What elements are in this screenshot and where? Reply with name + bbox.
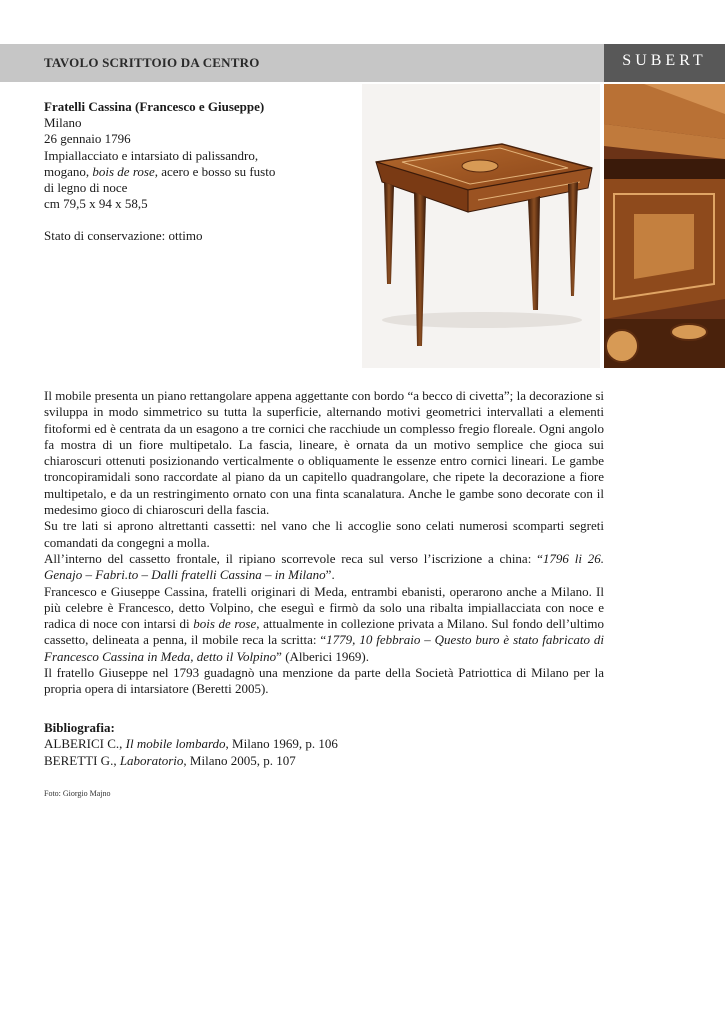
italic-run: bois de rose: [193, 616, 257, 632]
text-run: All’interno del cassetto frontale, il ripiano scorrevole reca sul verso l’iscrizione a china: “: [44, 550, 543, 566]
bibliography-heading: Bibliografia:: [44, 720, 115, 735]
bibliography-entry: [44, 753, 604, 769]
text-run: ” (Alberici 1969).: [276, 648, 369, 664]
page-title: TAVOLO SCRITTOIO DA CENTRO: [44, 55, 260, 70]
table-photo: [362, 84, 600, 368]
text-run: Francesco e Giuseppe Cassina, fratelli originari di Meda, entrambi ebanisti, operarono anche a Milano. Il più celebre è Francesco, detto Volpino, che eseguì e firmò da solo una ribalta impiallacciata con noce e radica di noce con intarsi di: [44, 583, 604, 632]
materials-line-3: di legno di noce: [44, 180, 128, 196]
paragraph: Il fratello Giuseppe nel 1793 guadagnò una menzione da parte della Società Patriottica di Milano per la propria opera di intarsiatore (Beretti 2005).: [44, 665, 604, 697]
inscription-italic: 1779, 10 febbraio – Questo buro è stato fabricato di Francesco Cassina in Meda, detto il Volpino: [44, 632, 604, 664]
place: Milano: [44, 115, 82, 131]
text-run: , Milano 1969, p. 106: [225, 736, 338, 752]
materials-italic: bois de rose: [92, 163, 155, 179]
paragraph: [44, 551, 604, 584]
materials-text: , acero e bosso su fusto: [154, 163, 276, 179]
table-illustration: [362, 84, 600, 368]
object-info: [44, 99, 344, 245]
bibliography: [44, 720, 604, 769]
marquetry-illustration: [604, 84, 725, 368]
book-title: Il mobile lombardo: [125, 736, 226, 752]
materials-text: mogano,: [44, 163, 93, 179]
text-run: ALBERICI C.,: [44, 736, 126, 752]
paragraph: Il mobile presenta un piano rettangolare appena aggettante con bordo “a becco di civetta”; la decorazione si sviluppa in modo simmetrico su tutta la superficie, alternando motivi geometrici intervallati a elementi fitoformi ed è centrata da un esagono a tre cornici che racchiude un complesso fregio floreale. Ogni angolo fa mostra di un fiore multipetalo. La fascia, lineare, è ornata da un motivo semplice che gioca sui chiaroscuri ottenuti posizionando verticalmente o obliquamente le essenze entro cornici lineari. Le gambe troncopiramidali sono raccordate al piano da un capitello quadrangolare, che ripete la decorazione a fiore multipetalo, e da un restringimento ornato con una finta scanalatura. Anche le gambe sono decorate con il medesimo gioco di chiaroscuri della fascia.: [44, 388, 604, 518]
photo-credit: Foto: Giorgio Majno: [44, 789, 111, 798]
condition: Stato di conservazione: ottimo: [44, 228, 203, 244]
marquetry-detail-photo: [604, 84, 725, 368]
text-run: , attualmente in collezione privata a Milano. Sul fondo dell’ultimo cassetto, delineata a penna, il mobile reca la scritta: “: [44, 616, 604, 648]
dimensions: cm 79,5 x 94 x 58,5: [44, 196, 148, 212]
description-body: [44, 388, 604, 698]
maker-name: Fratelli Cassina (Francesco e Giuseppe): [44, 99, 265, 114]
paragraph: Su tre lati si aprono altrettanti cassetti: nel vano che li accoglie sono celati numerosi scomparti segreti comandati da congegni a molla.: [44, 518, 604, 550]
inscription-italic: 1796 li 26. Genajo – Fabri.to – Dalli fratelli Cassina – in Milano: [44, 550, 604, 583]
materials-line-1: Impiallacciato e intarsiato di palissandro,: [44, 147, 259, 163]
materials-line-2: [44, 164, 344, 180]
text-run: ”.: [325, 567, 335, 583]
date: 26 gennaio 1796: [44, 131, 131, 147]
text-run: BERETTI G.,: [44, 752, 120, 768]
book-title: Laboratorio: [119, 752, 184, 768]
paragraph: [44, 584, 604, 665]
bibliography-entry: [44, 736, 604, 752]
text-run: , Milano 2005, p. 107: [183, 752, 296, 768]
brand-logo: SUBERT: [622, 52, 707, 69]
